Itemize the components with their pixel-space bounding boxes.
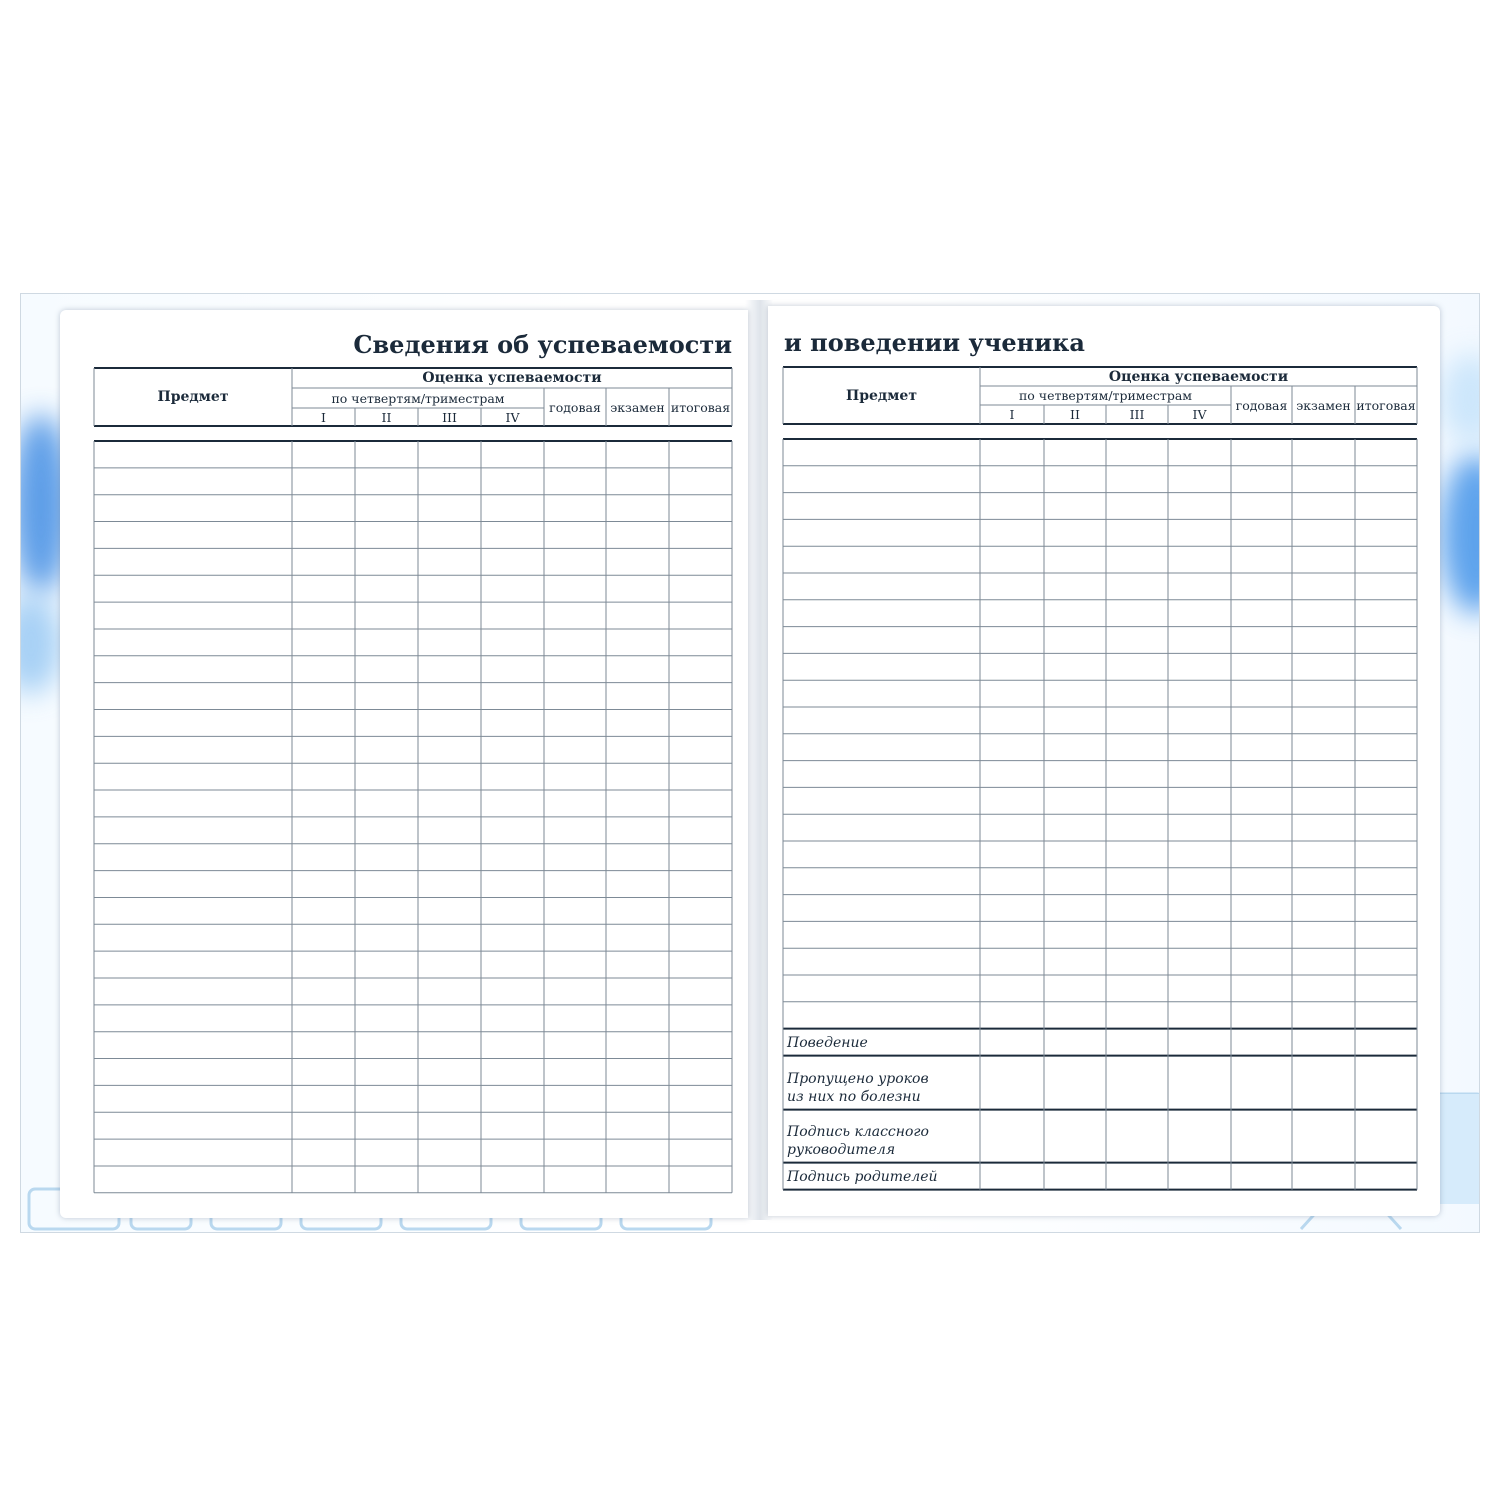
footer-row-label-line: Подпись родителей (787, 1168, 938, 1185)
header-term-4: IV (1192, 407, 1207, 422)
header-term-2: II (381, 409, 392, 425)
header-by-terms: по четвертям/триместрам (331, 390, 505, 406)
header-grades: Оценка успеваемости (422, 370, 602, 386)
footer-row-label-line: руководителя (787, 1141, 896, 1158)
header-exam: экзамен (1296, 397, 1351, 413)
header-final: итоговая (670, 399, 731, 415)
right-page (768, 306, 1440, 1216)
page-title-left: Сведения об успеваемости (353, 330, 732, 359)
footer-row-label (787, 1168, 938, 1186)
left-page (60, 310, 748, 1218)
footer-row-label (787, 1034, 868, 1052)
header-by-terms: по четвертям/триместрам (1018, 388, 1193, 403)
header-final: итоговая (1356, 397, 1416, 413)
page-title-right: и поведении ученика (784, 328, 1085, 357)
footer-row-label (787, 1123, 929, 1159)
header-term-4: IV (505, 409, 520, 425)
footer-row-label (787, 1070, 929, 1106)
footer-row-label-line: Пропущено уроков (787, 1070, 929, 1087)
header-annual: годовая (549, 399, 601, 415)
header-subject: Предмет (157, 389, 229, 405)
header-term-2: II (1070, 407, 1080, 422)
header-term-1: I (321, 409, 326, 425)
header-grades: Оценка успеваемости (1108, 368, 1289, 385)
header-term-1: I (1009, 407, 1015, 422)
header-term-3: III (442, 409, 457, 425)
header-annual: годовая (1235, 397, 1288, 413)
header-term-3: III (1129, 407, 1145, 422)
header-exam: экзамен (610, 399, 665, 415)
grades-table-grid-left (60, 310, 748, 1218)
header-subject: Предмет (846, 387, 917, 404)
footer-row-label-line: Подпись классного (787, 1123, 929, 1140)
footer-row-label-line: Поведение (787, 1034, 868, 1051)
footer-row-label-line: из них по болезни (787, 1088, 921, 1105)
